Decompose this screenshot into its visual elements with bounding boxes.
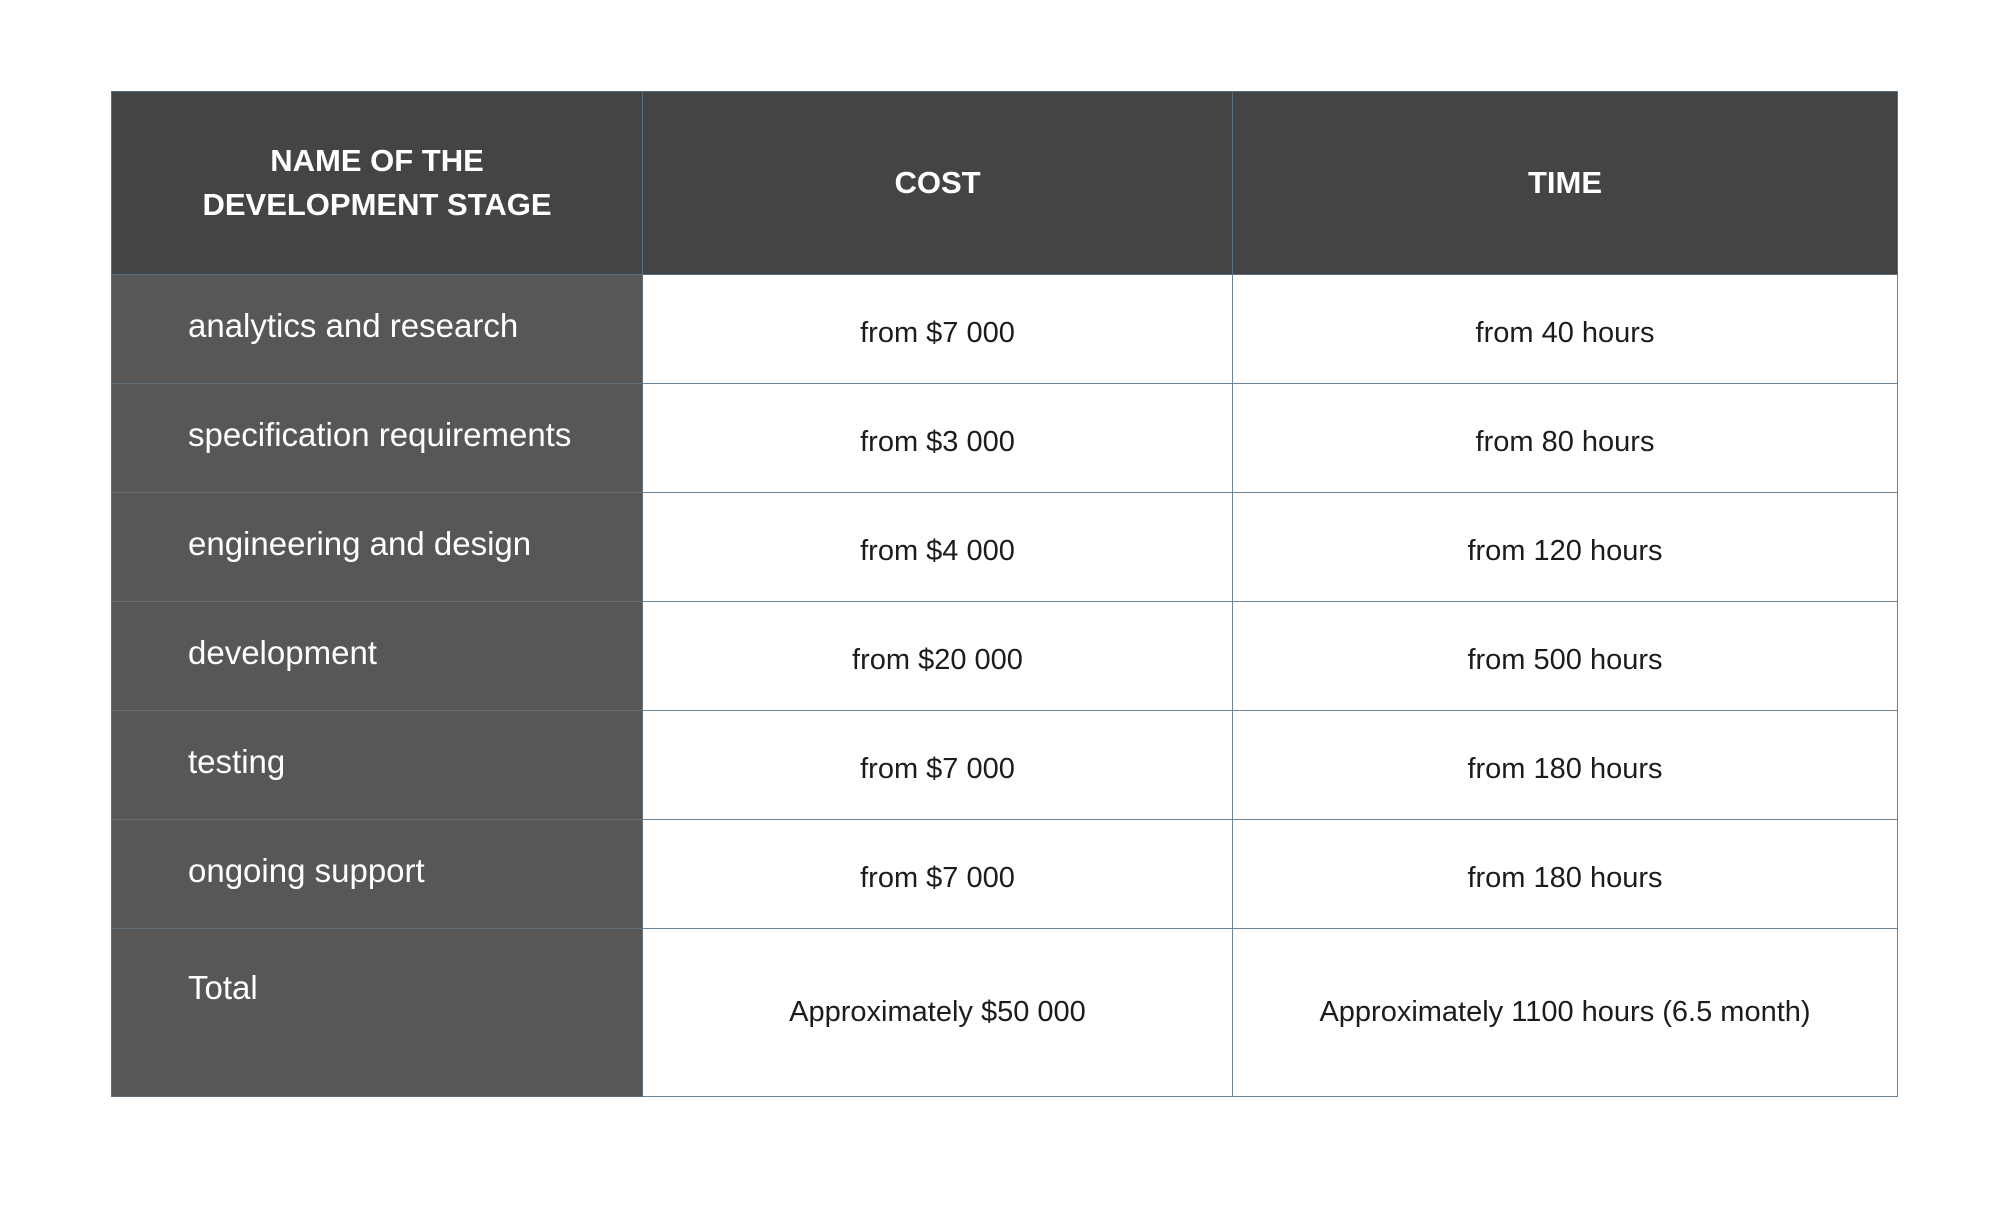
cost-value: from $20 000 xyxy=(852,643,1023,676)
stage-label: ongoing support xyxy=(188,852,425,889)
time-cell xyxy=(1233,384,1898,493)
header-stage-name-line1: NAME OF THE xyxy=(270,143,484,178)
stage-cell xyxy=(112,275,643,384)
table-row xyxy=(112,711,1898,820)
stage-cell xyxy=(112,602,643,711)
total-label: Total xyxy=(188,969,258,1006)
development-cost-table xyxy=(111,91,1898,1097)
time-cell xyxy=(1233,929,1898,1097)
total-cost-value: Approximately $50 000 xyxy=(789,996,1086,1028)
cost-cell xyxy=(643,711,1233,820)
time-value: from 40 hours xyxy=(1475,316,1655,349)
stage-label: engineering and design xyxy=(188,525,532,562)
stage-cell xyxy=(112,820,643,929)
cost-cell xyxy=(643,929,1233,1097)
table-row xyxy=(112,820,1898,929)
cost-value: from $4 000 xyxy=(860,534,1015,567)
stage-cell xyxy=(112,711,643,820)
cost-cell xyxy=(643,602,1233,711)
table-row xyxy=(112,602,1898,711)
table-total-row xyxy=(112,929,1898,1097)
stage-cell xyxy=(112,493,643,602)
cost-value: from $3 000 xyxy=(860,425,1015,458)
time-cell xyxy=(1233,493,1898,602)
table-row xyxy=(112,493,1898,602)
stage-cell xyxy=(112,384,643,493)
cost-cell xyxy=(643,820,1233,929)
stage-cell xyxy=(112,929,643,1097)
total-time-value: Approximately 1100 hours (6.5 month) xyxy=(1319,996,1811,1028)
table-row xyxy=(112,275,1898,384)
cost-cell xyxy=(643,275,1233,384)
table-row xyxy=(112,384,1898,493)
time-value: from 500 hours xyxy=(1467,643,1663,676)
header-time: TIME xyxy=(1233,92,1898,275)
stage-label: analytics and research xyxy=(188,307,519,344)
cost-cell xyxy=(643,384,1233,493)
cost-value: from $7 000 xyxy=(860,316,1015,349)
stage-label: specification requirements xyxy=(188,416,572,453)
cost-value: from $7 000 xyxy=(860,752,1015,785)
time-cell xyxy=(1233,602,1898,711)
time-value: from 80 hours xyxy=(1475,425,1655,458)
cost-value: from $7 000 xyxy=(860,861,1015,894)
time-value: from 180 hours xyxy=(1467,752,1663,785)
header-stage-name-line2: DEVELOPMENT STAGE xyxy=(202,187,552,222)
header-cost: COST xyxy=(643,92,1233,275)
table-header-row xyxy=(112,92,1898,275)
time-cell xyxy=(1233,820,1898,929)
stage-label: testing xyxy=(188,743,286,780)
time-cell xyxy=(1233,711,1898,820)
cost-cell xyxy=(643,493,1233,602)
time-cell xyxy=(1233,275,1898,384)
header-stage-name xyxy=(112,92,643,275)
time-value: from 180 hours xyxy=(1467,861,1663,894)
time-value: from 120 hours xyxy=(1467,534,1663,567)
stage-label: development xyxy=(188,634,377,671)
